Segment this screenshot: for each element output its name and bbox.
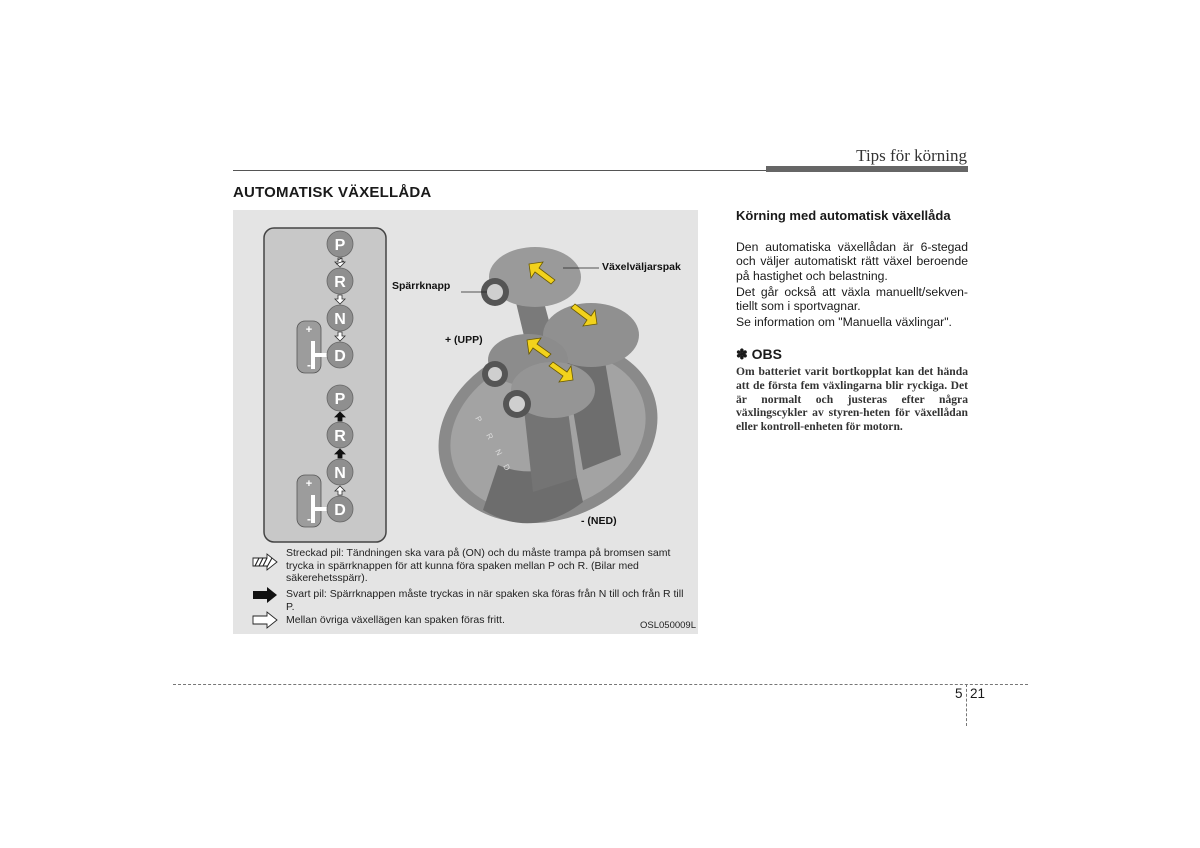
manual-plus-label: +	[305, 478, 313, 490]
black-arrow-icon	[253, 587, 277, 603]
lock-button-rear-face	[487, 284, 503, 300]
shift-gate-panel	[264, 228, 386, 542]
lock-button-front-face	[509, 396, 525, 412]
paragraph-manual: Det går också att växla manuellt/sekven-tiellt som i sportvagnar.	[736, 285, 968, 314]
lock-button-front-upper-face	[488, 367, 502, 381]
footer-rule	[173, 684, 1028, 685]
manual-minus-label: -	[307, 512, 311, 526]
gear-position-letter: R	[334, 274, 346, 291]
shift-lever-figure	[233, 210, 698, 634]
subsection-heading: Körning med automatisk växellåda	[736, 208, 951, 223]
shifter-illustration	[413, 247, 684, 553]
section-title: AUTOMATISK VÄXELLÅDA	[233, 184, 432, 201]
chapter-number: 5	[955, 686, 963, 701]
legend-text-outline: Mellan övriga växellägen kan spaken föras fritt.	[286, 614, 505, 626]
gear-position-letter: P	[334, 237, 346, 254]
manual-plus-label: +	[305, 324, 313, 336]
gear-position-letter: D	[334, 348, 346, 365]
obs-title: ✽ OBS	[736, 346, 782, 362]
outline-arrow-icon	[253, 612, 277, 628]
label-lock-button: Spärrknapp	[392, 280, 451, 292]
gear-position-letter: P	[334, 391, 346, 408]
footer-separator	[966, 684, 967, 726]
obs-text: Om batteriet varit bortkopplat kan det hända att de första fem växlingarna blir ryckiga. Det är normalt och justeras efter några växlingscykler av styren-heten för växellådan eller kontroll-enheten för motorn.	[736, 365, 968, 434]
label-up: + (UPP)	[445, 334, 483, 346]
figure-code: OSL050009L	[640, 620, 696, 631]
gear-position-letter: N	[334, 465, 346, 482]
gear-position-letter: R	[334, 428, 346, 445]
console-letter-r: R	[484, 431, 495, 442]
gear-position-letter: N	[334, 311, 346, 328]
manual-minus-label: -	[307, 358, 311, 372]
legend-text-black: Svart pil: Spärrknappen måste tryckas in när spaken ska föras från N till och från R till P.	[286, 588, 684, 613]
page-number: 21	[970, 686, 986, 701]
label-down: - (NED)	[581, 515, 617, 527]
hatched-arrow-icon	[253, 554, 277, 570]
header-bar	[766, 166, 968, 172]
label-shift-lever: Växelväljarspak	[602, 261, 681, 273]
running-header: Tips för körning	[856, 146, 967, 165]
paragraph-intro: Den automatiska växellådan är 6-stegad och väljer automatiskt rätt växel beroende på hastighet och belastning.	[736, 240, 968, 283]
console-letter-n: N	[493, 447, 504, 458]
gear-position-letter: D	[334, 502, 346, 519]
paragraph-reference: Se information om "Manuella växlingar".	[736, 315, 952, 329]
console-letter-p: P	[473, 414, 484, 424]
legend-text-hatched: Streckad pil: Tändningen ska vara på (ON) och du måste trampa på bromsen samt trycka in spärrknappen för att kunna föra spaken mellan P och R. (Bilar med säkerehetsspärr).	[286, 547, 671, 584]
console-letter-d: D	[501, 462, 512, 473]
